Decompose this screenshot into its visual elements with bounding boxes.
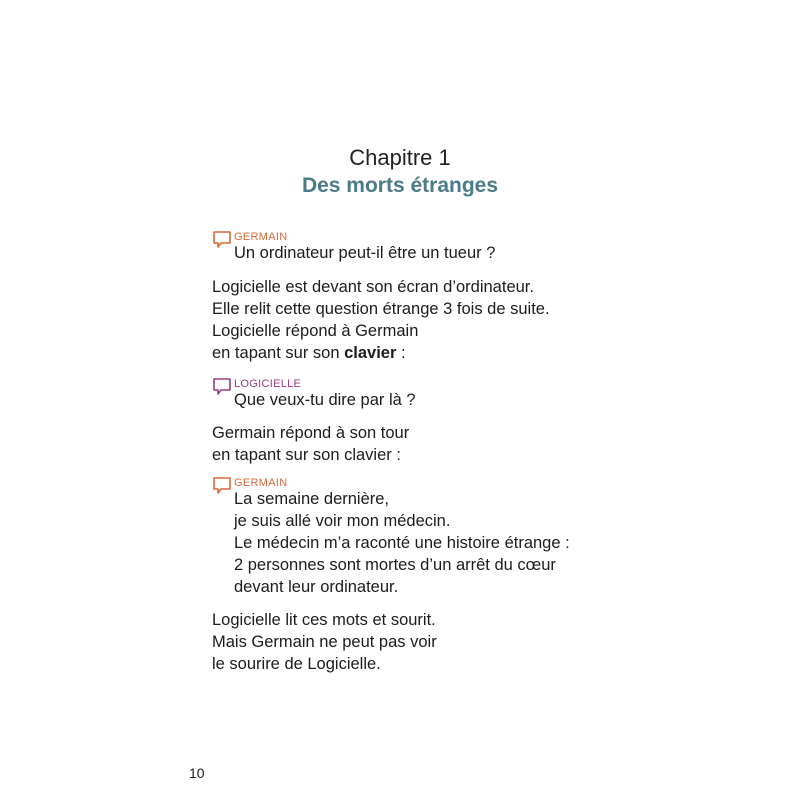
text-fragment: : <box>396 344 406 362</box>
speech-bubble-icon <box>212 230 232 250</box>
narration-line: Mais Germain ne peut pas voir <box>212 633 437 651</box>
dialog-line: Le médecin m’a raconté une histoire étrange : <box>234 534 570 552</box>
speaker-name: LOGICIELLE <box>234 378 302 390</box>
dialog-text <box>234 488 570 598</box>
narration-paragraph-2 <box>212 422 409 466</box>
dialog-line: La semaine dernière, <box>234 490 390 508</box>
narration-line: Germain répond à son tour <box>212 424 410 442</box>
dialog-text <box>234 389 416 411</box>
speech-bubble-icon <box>212 476 232 496</box>
narration-line: Elle relit cette question étrange 3 fois de suite. <box>212 300 550 318</box>
keyword-clavier: clavier <box>344 344 397 362</box>
narration-line: Logicielle répond à Germain <box>212 322 419 340</box>
page-number: 10 <box>189 765 205 781</box>
dialog-line: je suis allé voir mon médecin. <box>234 512 451 530</box>
narration-line: le sourire de Logicielle. <box>212 655 381 673</box>
speech-bubble-icon <box>212 377 232 397</box>
narration-paragraph-1 <box>212 276 550 364</box>
speaker-name: GERMAIN <box>234 477 288 489</box>
dialog-line: Un ordinateur peut-il être un tueur ? <box>234 244 496 262</box>
text-fragment: en tapant sur son <box>212 344 345 362</box>
dialog-line: 2 personnes sont mortes d’un arrêt du cœur <box>234 556 556 574</box>
dialog-line: devant leur ordinateur. <box>234 578 399 596</box>
narration-paragraph-3 <box>212 609 437 675</box>
chapter-title: Des morts étranges <box>301 174 499 197</box>
narration-line-with-keyword <box>212 342 550 364</box>
narration-line: en tapant sur son clavier : <box>212 446 401 464</box>
narration-line: Logicielle lit ces mots et sourit. <box>212 611 436 629</box>
dialog-text <box>234 242 495 264</box>
chapter-label: Chapitre 1 <box>349 145 451 170</box>
dialog-line: Que veux-tu dire par là ? <box>234 391 416 409</box>
speaker-name: GERMAIN <box>234 231 288 243</box>
narration-line: Logicielle est devant son écran d’ordinateur. <box>212 278 534 296</box>
